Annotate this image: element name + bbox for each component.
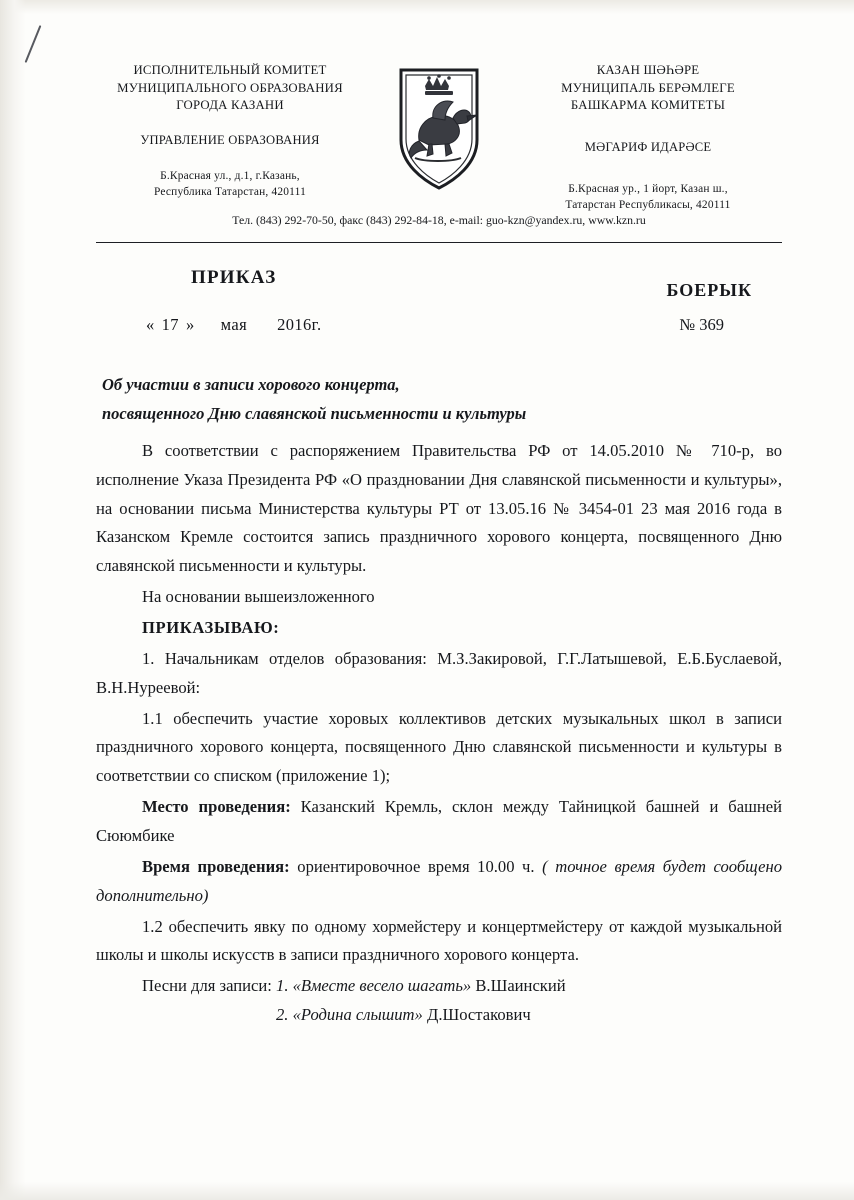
paragraph-time — [96, 853, 782, 911]
date-close-quote: » — [185, 315, 195, 335]
song-1-title: «Вместе весело шагать» — [292, 976, 472, 996]
org-name-ru-line-3: ГОРОДА КАЗАНИ — [176, 98, 284, 113]
time-note: ( точное время будет сообщено дополнительно) — [96, 856, 783, 905]
address-tt-line-1: Б.Красная ур., 1 йорт, Казан ш., — [568, 183, 728, 196]
venue-label: Место проведения: — [142, 797, 291, 817]
paragraph-item-1: 1. Начальникам отделов образования: М.З.Закировой, Г.Г.Латышевой, Е.Б.Буслаевой, В.Н.Нуреевой: — [96, 648, 782, 697]
date-day: 17 — [161, 315, 179, 335]
paragraph-item-1-2: 1.2 обеспечить явку по одному хормейстеру и концертмейстеру от каждой музыкальной школы и школы искусств в записи праздничного хорового концерта. — [96, 916, 782, 965]
time-value: ориентировочное время 10.00 ч. — [297, 856, 535, 876]
org-name-tt-line-3: БАШКАРМА КОМИТЕТЫ — [570, 98, 726, 113]
song-2-title: «Родина слышит» — [292, 1005, 423, 1025]
document-number: № 369 — [679, 315, 724, 335]
address-ru — [96, 169, 364, 200]
letterhead-russian-block — [96, 62, 364, 200]
address-ru-line-2: Республика Татарстан, 420111 — [153, 185, 307, 198]
time-label: Время проведения: — [142, 856, 290, 876]
document-subject — [96, 371, 782, 429]
org-name-ru-line-2: МУНИЦИПАЛЬНОГО ОБРАЗОВАНИЯ — [117, 80, 343, 95]
coat-of-arms-icon — [393, 62, 485, 192]
document-date — [146, 315, 322, 335]
date-month: мая — [220, 315, 248, 335]
songs-first-row — [96, 972, 782, 1001]
department-name-tt: МӘГАРИФ ИДАРӘСЕ — [584, 139, 712, 154]
paragraph-item-1-1: 1.1 обеспечить участие хоровых коллективов детских музыкальных школ в записи праздничного хорового концерта, посвященного Дню славянской письменности и культуры в соответствии со списком (приложение 1); — [96, 708, 782, 786]
subject-line-1: Об участии в записи хорового концерта, — [102, 375, 400, 395]
letterhead-divider — [96, 242, 782, 243]
paragraph-venue — [96, 793, 782, 851]
org-name-ru-line-1: ИСПОЛНИТЕЛЬНЫЙ КОМИТЕТ — [133, 63, 327, 77]
document-title-tt: БОЕРЫК — [666, 280, 752, 301]
org-name-tt-line-1: КАЗАН ШӘҺӘРЕ — [596, 63, 700, 77]
song-1-author: В.Шаинский — [475, 976, 566, 996]
document-title-ru: ПРИКАЗ — [191, 267, 277, 289]
paragraph-on-the-basis: На основании вышеизложенного — [142, 587, 375, 607]
address-ru-line-1: Б.Красная ул., д.1, г.Казань, — [160, 170, 300, 183]
address-tt-line-2: Татарстан Республикасы, 420111 — [565, 198, 731, 211]
org-name-ru — [96, 62, 364, 115]
subject-line-2: посвященного Дню славянской письменности и культуры — [102, 404, 527, 423]
paragraph-preamble: В соответствии с распоряжением Правительства РФ от 14.05.2010 № 710-р, во исполнение Указа Президента РФ «О праздновании Дня славянской письменности и культуры», на основании письма Министерства культуры РТ от 13.05.16 № 3454-01 23 мая 2016 года в Казанском Кремле состоится запись праздничного хорового концерта, посвященного Дню славянской письменности и культуры. — [96, 440, 782, 576]
date-open-quote: « — [146, 315, 155, 335]
org-name-tt-line-2: МУНИЦИПАЛЬ БЕРӘМЛЕГЕ — [561, 80, 735, 95]
venue-value: Казанский Кремль, склон между Тайницкой башней и башней Сююмбике — [96, 797, 782, 846]
song-2-author: Д.Шостакович — [427, 1005, 531, 1025]
department-name-ru: УПРАВЛЕНИЕ ОБРАЗОВАНИЯ — [140, 132, 320, 147]
date-year: 2016г. — [277, 315, 322, 335]
contact-block — [96, 213, 782, 243]
song-2-num: 2. — [276, 1005, 289, 1025]
order-keyword: ПРИКАЗЫВАЮ: — [142, 618, 280, 638]
date-and-number-row — [96, 315, 782, 335]
document-type-row — [96, 267, 782, 301]
song-1-num: 1. — [276, 976, 289, 996]
songs-list — [96, 972, 782, 1030]
songs-label: Песни для записи: — [142, 976, 272, 996]
document-body — [96, 437, 782, 1030]
scan-edge-shadow-bottom — [0, 1182, 854, 1200]
org-name-tt — [514, 62, 782, 115]
contact-line: Тел. (843) 292-70-50, факс (843) 292-84-18, e-mail: guo-kzn@yandex.ru, www.kzn.ru — [232, 213, 646, 228]
letterhead-tatar-block — [514, 62, 782, 213]
address-tt — [514, 182, 782, 213]
songs-second-row — [96, 1001, 782, 1030]
letterhead — [96, 62, 782, 213]
